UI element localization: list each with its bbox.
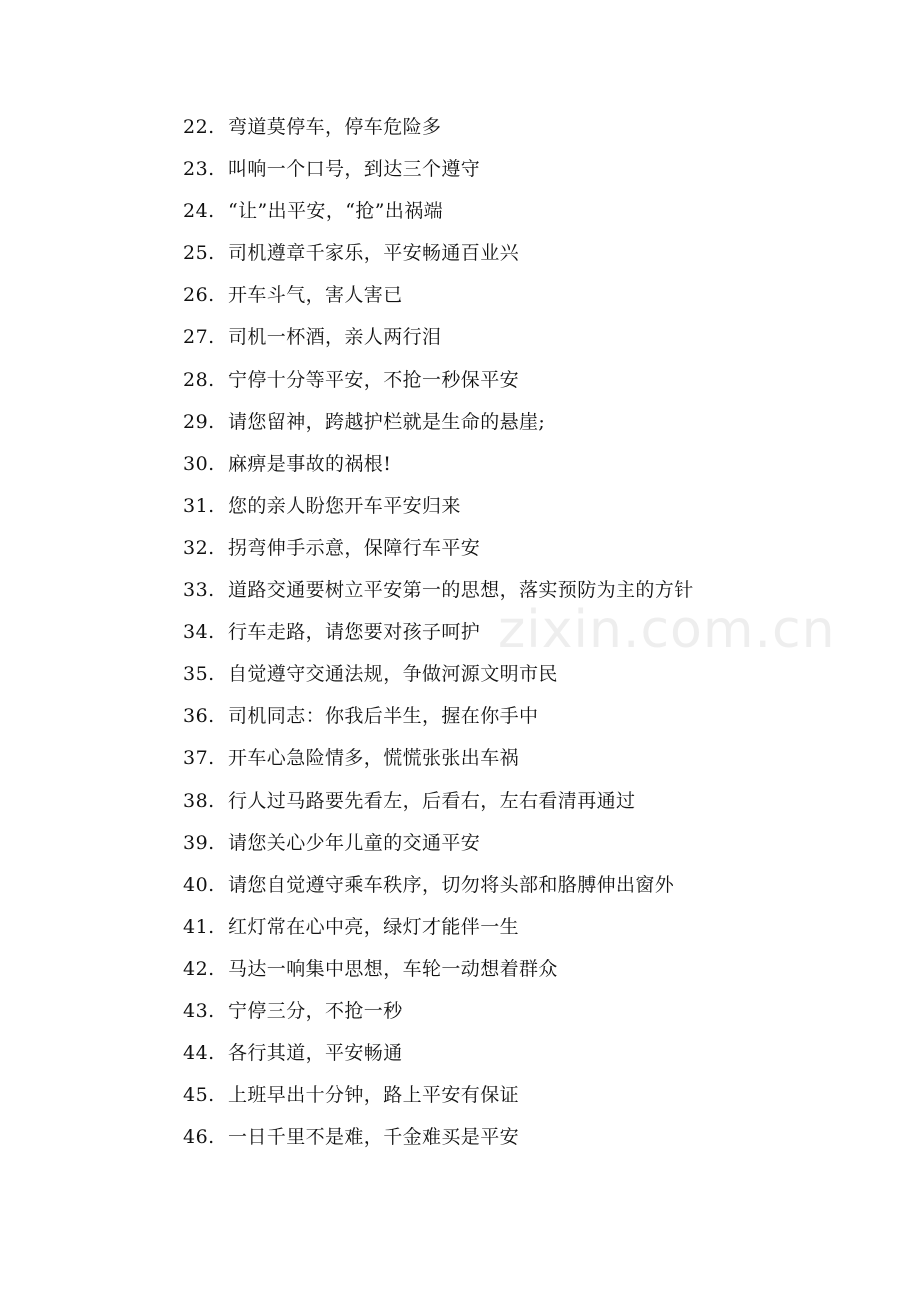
list-item xyxy=(183,488,694,530)
item-number: 24. xyxy=(183,200,215,223)
item-text: 上班早出十分钟，路上平安有保证 xyxy=(228,1084,520,1107)
item-number: 44. xyxy=(183,1042,215,1065)
item-number: 26. xyxy=(183,284,215,307)
list-item xyxy=(183,404,694,446)
item-number: 34. xyxy=(183,621,215,644)
item-number: 46. xyxy=(183,1126,215,1149)
item-number: 31. xyxy=(183,494,215,517)
item-text: 叫响一个口号，到达三个遵守 xyxy=(228,158,481,181)
item-text: 宁停十分等平安，不抢一秒保平安 xyxy=(228,368,520,391)
item-text: 行人过马路要先看左，后看右，左右看清再通过 xyxy=(228,789,636,812)
list-item xyxy=(183,825,694,867)
item-number: 29. xyxy=(183,410,215,433)
item-number: 25. xyxy=(183,242,215,265)
list-item xyxy=(183,783,694,825)
list-item xyxy=(183,277,694,319)
item-number: 32. xyxy=(183,536,215,559)
item-number: 42. xyxy=(183,957,215,980)
list-item xyxy=(183,151,694,193)
list-item xyxy=(183,698,694,740)
slogan-list xyxy=(183,109,694,1161)
list-item xyxy=(183,319,694,361)
list-item xyxy=(183,740,694,782)
item-number: 27. xyxy=(183,326,215,349)
item-number: 43. xyxy=(183,999,215,1022)
item-text: 请您自觉遵守乘车秩序，切勿将头部和胳膊伸出窗外 xyxy=(228,873,675,896)
item-text: 开车斗气，害人害已 xyxy=(228,284,403,307)
item-text: 请您留神，跨越护栏就是生命的悬崖; xyxy=(228,410,546,433)
item-number: 41. xyxy=(183,915,215,938)
list-item xyxy=(183,1119,694,1161)
item-text: 各行其道，平安畅通 xyxy=(228,1042,403,1065)
item-number: 28. xyxy=(183,368,215,391)
list-item xyxy=(183,614,694,656)
list-item xyxy=(183,530,694,572)
item-text: 司机一杯酒，亲人两行泪 xyxy=(228,326,442,349)
item-number: 23. xyxy=(183,158,215,181)
item-text: 自觉遵守交通法规，争做河源文明市民 xyxy=(228,663,558,686)
item-number: 40. xyxy=(183,873,215,896)
item-text: 宁停三分，不抢一秒 xyxy=(228,999,403,1022)
list-item xyxy=(183,1035,694,1077)
list-item xyxy=(183,362,694,404)
item-text: 马达一响集中思想，车轮一动想着群众 xyxy=(228,957,558,980)
item-number: 45. xyxy=(183,1084,215,1107)
item-number: 37. xyxy=(183,747,215,770)
item-number: 38. xyxy=(183,789,215,812)
item-text: 请您关心少年儿童的交通平安 xyxy=(228,831,481,854)
item-text: 司机同志：你我后半生，握在你手中 xyxy=(228,705,539,728)
item-text: 司机遵章千家乐，平安畅通百业兴 xyxy=(228,242,520,265)
item-number: 22. xyxy=(183,116,215,138)
item-text: 麻痹是事故的祸根! xyxy=(228,452,392,475)
item-text: “让”出平安，“抢”出祸端 xyxy=(228,200,444,223)
list-item xyxy=(183,193,694,235)
item-text: 道路交通要树立平安第一的思想，落实预防为主的方针 xyxy=(228,579,694,602)
list-item xyxy=(183,446,694,488)
item-number: 33. xyxy=(183,579,215,602)
list-item xyxy=(183,572,694,614)
item-text: 拐弯伸手示意，保障行车平安 xyxy=(228,536,481,559)
list-item xyxy=(183,1077,694,1119)
item-text: 弯道莫停车，停车危险多 xyxy=(228,116,442,138)
item-number: 39. xyxy=(183,831,215,854)
item-text: 一日千里不是难，千金难买是平安 xyxy=(228,1126,520,1149)
list-item xyxy=(183,109,694,151)
item-number: 35. xyxy=(183,663,215,686)
list-item xyxy=(183,867,694,909)
list-item xyxy=(183,993,694,1035)
item-text: 行车走路，请您要对孩子呵护 xyxy=(228,621,481,644)
item-number: 30. xyxy=(183,452,215,475)
item-number: 36. xyxy=(183,705,215,728)
item-text: 开车心急险情多，慌慌张张出车祸 xyxy=(228,747,520,770)
list-item xyxy=(183,235,694,277)
list-item xyxy=(183,656,694,698)
item-text: 您的亲人盼您开车平安归来 xyxy=(228,494,461,517)
list-item xyxy=(183,951,694,993)
list-item xyxy=(183,909,694,951)
item-text: 红灯常在心中亮，绿灯才能伴一生 xyxy=(228,915,520,938)
watermark: zixin.com.cn xyxy=(498,600,836,660)
